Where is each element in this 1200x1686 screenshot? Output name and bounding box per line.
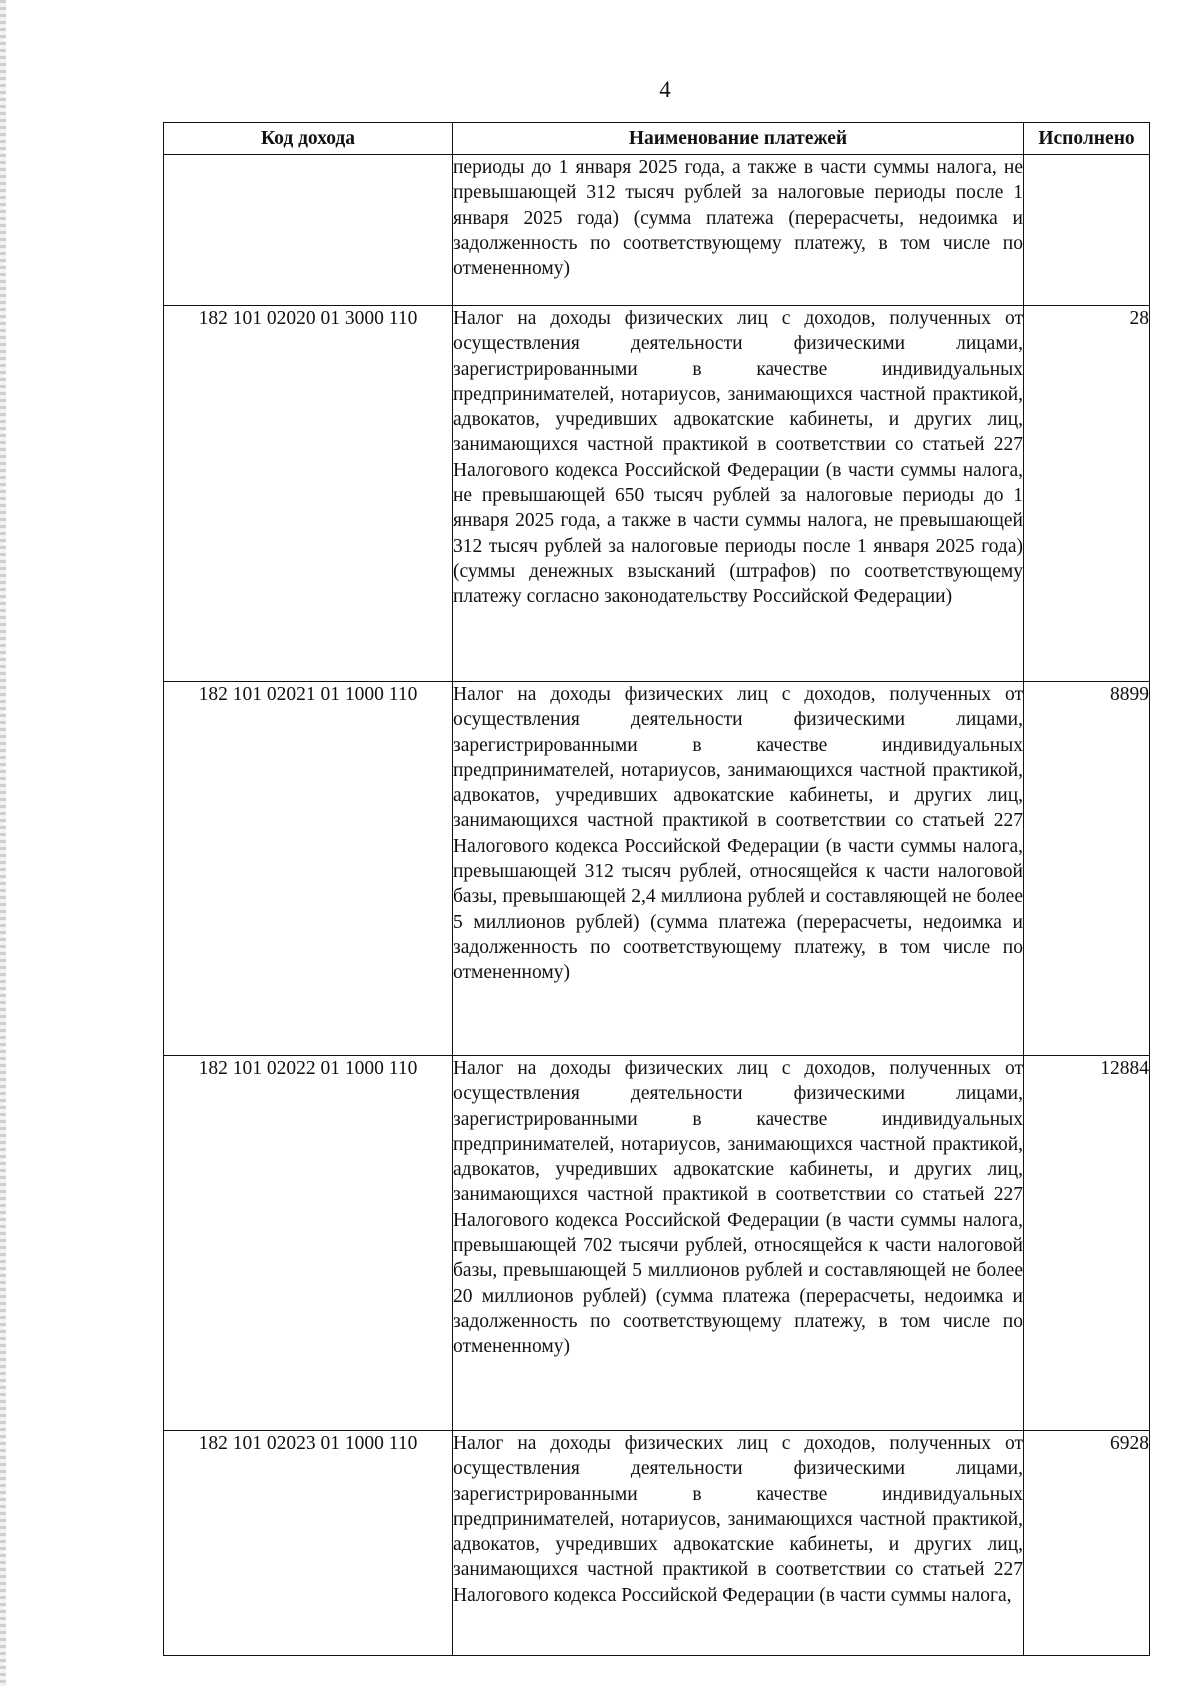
page-number: 4	[659, 77, 671, 102]
payment-name: Налог на доходы физических лиц с доходов, полученных от осуществления деятельности физическими лицами, зарегистрированными в качестве индивидуальных предпринимателей, нотариусов, занимающихся частной практикой, адвокатов, учредивших адвокатские кабинеты, и других лиц, занимающихся частной практикой в соответствии со статьей 227 Налогового кодекса Российской Федерации (в части суммы налога, не превышающей 650 тысяч рублей за налоговые периоды до 1 января 2025 года, а также в части суммы налога, не превышающей 312 тысяч рублей за налоговые периоды после 1 января 2025 года) (суммы денежных взысканий (штрафов) по соответствующему платежу согласно законодательству Российской Федерации)	[453, 306, 1024, 682]
scan-edge	[0, 0, 6, 1686]
payment-name: Налог на доходы физических лиц с доходов, полученных от осуществления деятельности физическими лицами, зарегистрированными в качестве индивидуальных предпринимателей, нотариусов, занимающихся частной практикой, адвокатов, учредивших адвокатские кабинеты, и других лиц, занимающихся частной практикой в соответствии со статьей 227 Налогового кодекса Российской Федерации (в части суммы налога, превышающей 312 тысяч рублей, относящейся к части налоговой базы, превышающей 2,4 миллиона рублей и составляющей не более 5 миллионов рублей) (сумма платежа (перерасчеты, недоимка и задолженность по соответствующему платежу, в том числе по отмененному)	[453, 682, 1024, 1056]
income-code: 182 101 02021 01 1000 110	[164, 682, 453, 1056]
payment-name: периоды до 1 января 2025 года, а также в части суммы налога, не превышающей 312 тысяч рублей за налоговые периоды после 1 января 2025 года) (сумма платежа (перерасчеты, недоимка и задолженность по соответствующему платежу, в том числе по отмененному)	[453, 155, 1024, 306]
income-code: 182 101 02020 01 3000 110	[164, 306, 453, 682]
table-row	[164, 155, 1150, 306]
income-code: 182 101 02022 01 1000 110	[164, 1056, 453, 1431]
executed-amount: 12884	[1024, 1056, 1150, 1431]
executed-amount	[1024, 155, 1150, 306]
table-header-row	[164, 123, 1150, 155]
header-name: Наименование платежей	[453, 123, 1024, 155]
income-code: 182 101 02023 01 1000 110	[164, 1431, 453, 1656]
payment-name: Налог на доходы физических лиц с доходов, полученных от осуществления деятельности физическими лицами, зарегистрированными в качестве индивидуальных предпринимателей, нотариусов, занимающихся частной практикой, адвокатов, учредивших адвокатские кабинеты, и других лиц, занимающихся частной практикой в соответствии со статьей 227 Налогового кодекса Российской Федерации (в части суммы налога, превышающей 702 тысячи рублей, относящейся к части налоговой базы, превышающей 5 миллионов рублей и составляющей не более 20 миллионов рублей) (сумма платежа (перерасчеты, недоимка и задолженность по соответствующему платежу, в том числе по отмененному)	[453, 1056, 1024, 1431]
table-row	[164, 306, 1150, 682]
executed-amount: 8899	[1024, 682, 1150, 1056]
header-code: Код дохода	[164, 123, 453, 155]
income-table	[163, 122, 1150, 1656]
executed-amount: 6928	[1024, 1431, 1150, 1656]
payment-name: Налог на доходы физических лиц с доходов, полученных от осуществления деятельности физическими лицами, зарегистрированными в качестве индивидуальных предпринимателей, нотариусов, занимающихся частной практикой, адвокатов, учредивших адвокатские кабинеты, и других лиц, занимающихся частной практикой в соответствии со статьей 227 Налогового кодекса Российской Федерации (в части суммы налога,	[453, 1431, 1024, 1656]
header-executed: Исполнено	[1024, 123, 1150, 155]
table-row	[164, 1431, 1150, 1656]
income-code	[164, 155, 453, 306]
executed-amount: 28	[1024, 306, 1150, 682]
table-row	[164, 682, 1150, 1056]
table-row	[164, 1056, 1150, 1431]
